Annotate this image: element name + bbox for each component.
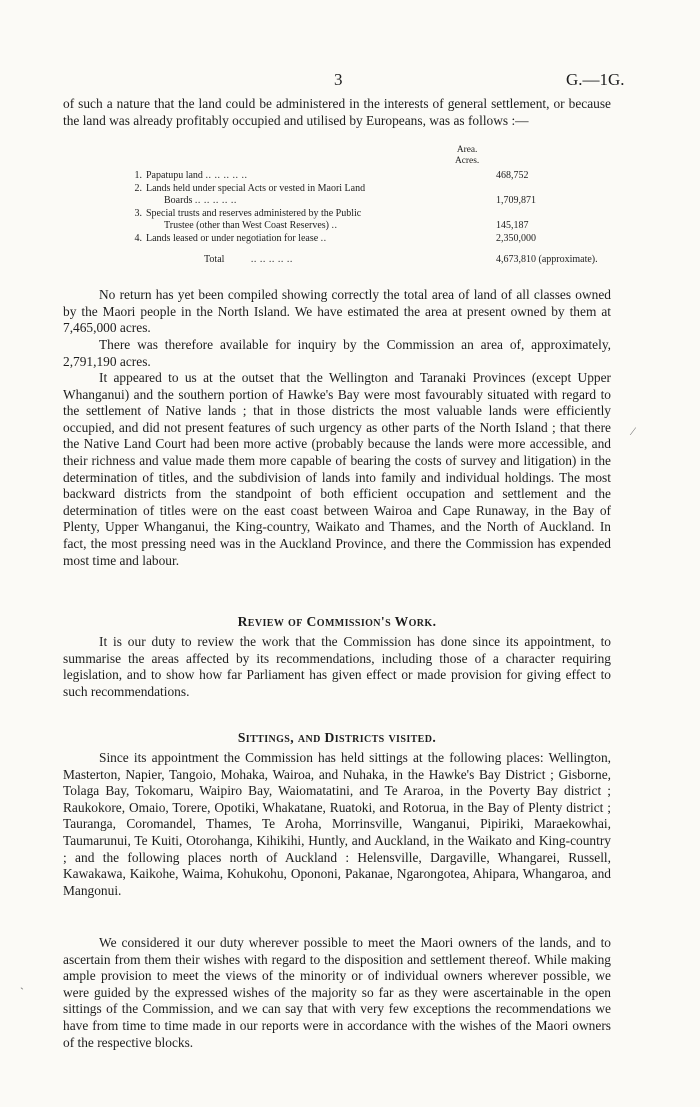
total-row — [128, 254, 598, 267]
row-description-continued: Boards .. .. .. .. .. — [164, 195, 237, 207]
row-number: 4. — [134, 232, 142, 244]
table-row — [128, 183, 598, 196]
page-number: 3 — [334, 70, 343, 89]
area-column-header — [455, 145, 479, 167]
total-value: 4,673,810 (approximate). — [496, 253, 598, 265]
total-label: Total — [204, 253, 225, 265]
leader-dots: .. — [331, 220, 338, 232]
paragraph-total-estimate: No return has yet been compiled showing correctly the total area of land of all classes owned by the Maori people in the North Island. We have estimated the area at present owned by them at 7,465,000 acres. — [63, 287, 611, 336]
row-description: Special trusts and reserves administered by the Public — [146, 207, 362, 219]
row-value: 1,709,871 — [496, 195, 536, 207]
row-description: Papatupu land .. .. .. .. .. — [146, 170, 248, 181]
document-code: G.—1G. — [566, 70, 625, 89]
row-value: 468,752 — [496, 170, 529, 181]
paragraph-sittings: Since its appointment the Commission has held sittings at the following places: Wellington, Masterton, Napier, Tangoio, Mohaka, Wairoa, and Nuhaka, in the Hawke's Bay District ; Gisborne, Tolaga Bay, Tokomaru, Waipiro Bay, Waiomatatini, and Te Araroa, in the Poverty Bay district ; Raukokore, Omaio, Torere, Opotiki, Whakatane, Ruatoki, and Rotorua, in the Bay of Plenty district ; Tauranga, Coromandel, Thames, Te Aroha, Morrinsville, Wanganui, Pipiriki, Maraekowhai, Taumarunui, Te Kuiti, Otorohanga, Kihikihi, Huntly, and Auckland, in the Waikato and King-country ; and the following places north of Auckland : Helensville, Dargaville, Whangarei, Russell, Kawakawa, Kaikohe, Waima, Kohukohu, Opononi, Pakanae, Ngarongotea, Ahipara, Whangaroa, and Mangonui. — [63, 750, 611, 898]
table-row — [128, 233, 598, 246]
table-row — [128, 208, 598, 221]
area-column-title: Area. — [456, 145, 478, 155]
row-number: 2. — [134, 182, 142, 194]
margin-mark: ˋ — [20, 985, 24, 999]
area-column-unit: Acres. — [455, 156, 480, 166]
leader-dots: .. .. .. .. .. — [194, 195, 237, 207]
margin-mark: ⁄ — [632, 424, 635, 438]
leader-dots: .. — [320, 232, 327, 244]
row-number: 3. — [134, 207, 142, 219]
table-row — [128, 195, 598, 208]
row-description-continued: Trustee (other than West Coast Reserves) .. — [164, 220, 338, 232]
heading-review: Review of Commission's Work. — [237, 614, 437, 629]
row-value: 2,350,000 — [496, 232, 536, 244]
row-description: Lands leased or under negotiation for lease .. — [146, 232, 327, 244]
intro-paragraph: of such a nature that the land could be administered in the interests of general settlement, or because the land was already profitably occupied and utilised by Europeans, was as follows :— — [63, 96, 611, 128]
paragraph-available-area: There was therefore available for inquiry by the Commission an area of, approximately, 2,791,190 acres. — [63, 337, 611, 369]
total-label-cell — [146, 254, 494, 267]
area-table — [128, 170, 598, 266]
table-row — [128, 170, 598, 183]
row-value: 145,187 — [496, 220, 529, 232]
row-description: Lands held under special Acts or vested in Maori Land — [146, 182, 366, 194]
paragraph-owners: We considered it our duty wherever possible to meet the Maori owners of the lands, and to ascertain from them their wishes with regard to the disposition and settlement thereof. While making ample provision to meet the views of the minority or of individual owners wherever possible, we were guided by the expressed wishes of the majority so far as they were ascertainable in the open sittings of the Commission, and we can say that with very few exceptions the recommendations we have from time to time made in our reports were in accordance with the wishes of the Maori owners of the respective blocks. — [63, 935, 611, 1050]
leader-dots: .. .. .. .. .. — [250, 253, 293, 265]
table-row — [128, 220, 598, 233]
row-number: 1. — [134, 170, 142, 181]
paragraph-review: It is our duty to review the work that the Commission has done since its appointment, to summarise the areas affected by its recommendations, including those of a character requiring legislation, and to show how far Parliament has given effect or made provision for giving effect to such recommendations. — [63, 634, 611, 699]
paragraph-outset: It appeared to us at the outset that the Wellington and Taranaki Provinces (except Upper Whanganui) and the southern portion of Hawke's Bay were most favourably situated with regard to the settlement of Native lands ; that in those districts the most valuable lands were efficiently occupied, and did not present features of such urgency as other parts of the North Island ; that there the Native Land Court had been more active (probably because the lands were more accessible, and their richness and value made them more capable of bearing the costs of survey and litigation) in the determination of titles, and the subdivision of lands into family and individual holdings. The most backward districts from the standpoint of both efficient occupation and settlement and the determination of titles were on the east coast between Wairoa and Cape Runaway, in the Bay of Plenty, Upper Whanganui, the King-country, Waikato and Thames, and the North of Auckland. In fact, the most pressing need was in the Auckland Province, and there the Commission has expended most time and labour. — [63, 370, 611, 568]
heading-sittings: Sittings, and Districts visited. — [237, 730, 437, 745]
leader-dots: .. .. .. .. .. — [205, 170, 248, 181]
